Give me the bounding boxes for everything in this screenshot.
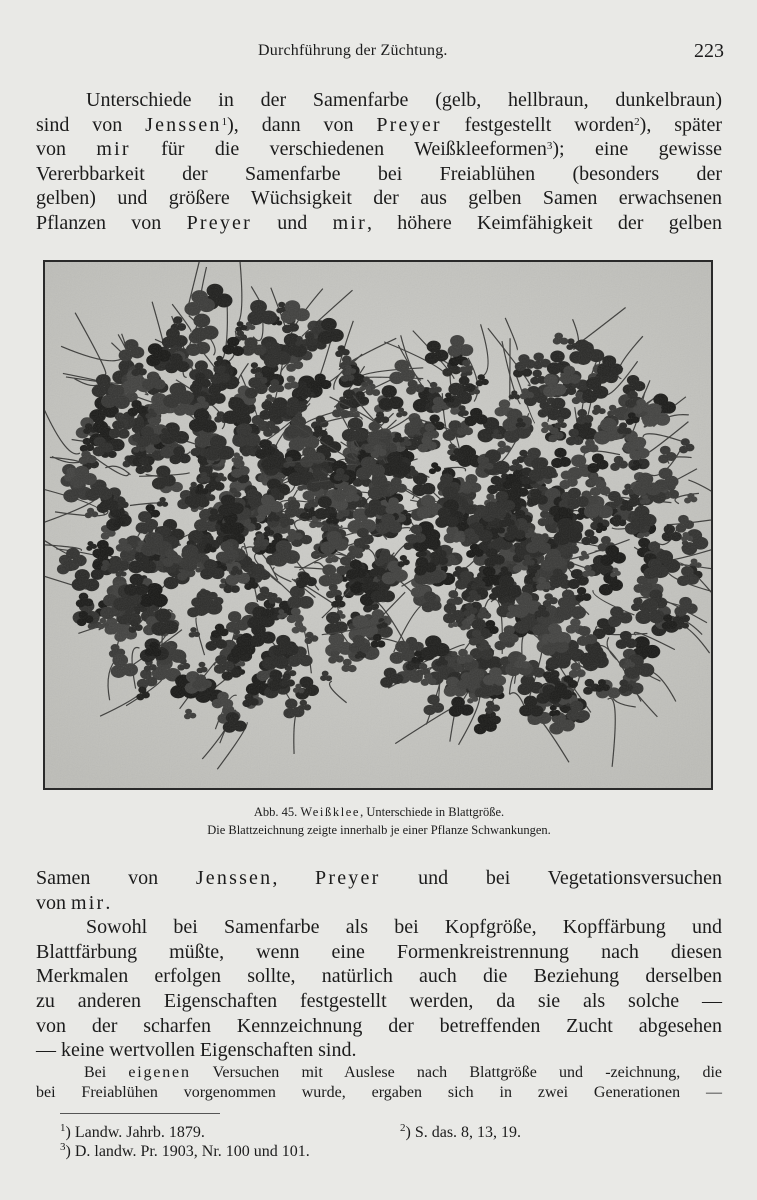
text-line: von mir.: [36, 891, 111, 914]
figure-photo-white-clover: [43, 260, 713, 790]
paragraph-top: [36, 88, 722, 236]
text-line: sind von Jenssen$^1$), dann von Preyer festgestellt worden$^2$), später: [36, 113, 722, 136]
text-line: gelben) und größere Wüchsigkeit der aus gelben Samen erwachsenen: [36, 187, 722, 210]
text-line: von der scharfen Kennzeichnung der betreffenden Zucht abgesehen: [36, 1014, 722, 1037]
text-line: Merkmalen erfolgen sollte, natürlich auch die Beziehung derselben: [36, 965, 722, 988]
figure-caption: [36, 803, 722, 839]
text-line: Blattfärbung müßte, wenn eine Formenkreistrennung nach diesen: [36, 940, 722, 963]
author-name-preyer: Preyer: [376, 113, 442, 136]
text-line: Sowohl bei Samenfarbe als bei Kopfgröße, Kopffärbung und: [86, 916, 722, 939]
page-header: [36, 38, 726, 68]
caption-line: Abb. 45. Weißklee, Unterschiede in Blattgröße.: [253, 805, 505, 819]
text-line: — keine wertvollen Eigenschaften sind.: [36, 1039, 357, 1062]
paragraph-bottom: [36, 866, 722, 1063]
author-mir: mir: [71, 891, 106, 914]
text-line: Vererbbarkeit der Samenfarbe bei Freiablühen (besonders der: [36, 162, 722, 185]
footnote-rule: [60, 1113, 220, 1114]
text-line: Pflanzen von Preyer und mir, höhere Keimfähigkeit der gelben: [36, 211, 723, 234]
caption-line: Die Blattzeichnung zeigte innerhalb je einer Pflanze Schwankungen.: [207, 823, 551, 837]
author-name-jenssen: Jenssen: [195, 867, 273, 889]
text-line: Bei eigenen Versuchen mit Auslese nach Blattgröße und -zeichnung, die: [84, 1064, 723, 1081]
footnote-3: $^3$) D. landw. Pr. 1903, Nr. 100 und 101.: [60, 1141, 310, 1160]
paragraph-small: [36, 1063, 722, 1103]
author-name-jenssen: Jenssen: [145, 113, 222, 136]
running-title: Durchführung der Züchtung.: [258, 42, 448, 59]
author-name-preyer: Preyer: [186, 211, 252, 234]
text-line: Unterschiede in der Samenfarbe (gelb, hellbraun, dunkelbraun): [86, 89, 722, 111]
clover-photo-illustration: [45, 262, 711, 788]
text-line: bei Freiablühen vorgenommen wurde, ergaben sich in zwei Generationen —: [36, 1084, 722, 1101]
footnote-1: $^1$) Landw. Jahrb. 1879.: [60, 1122, 205, 1141]
text-line: Samen von Jenssen, Preyer und bei Vegetationsversuchen: [36, 867, 722, 889]
author-name-preyer: Preyer: [315, 867, 381, 889]
text-line: zu anderen Eigenschaften festgestellt werden, da sie als solche —: [36, 989, 722, 1012]
footnote-2: $^2$) S. das. 8, 13, 19.: [400, 1122, 522, 1141]
author-mir: mir: [96, 138, 131, 161]
author-mir: mir: [332, 211, 367, 234]
page-number: 223: [694, 40, 724, 62]
footnote-ref: 2: [634, 115, 640, 128]
footnote-ref: 3: [546, 140, 553, 153]
footnote-ref: 1: [221, 115, 228, 128]
text-line: von mir für die verschiedenen Weißkleeformen$^3$); eine gewisse: [36, 138, 722, 161]
